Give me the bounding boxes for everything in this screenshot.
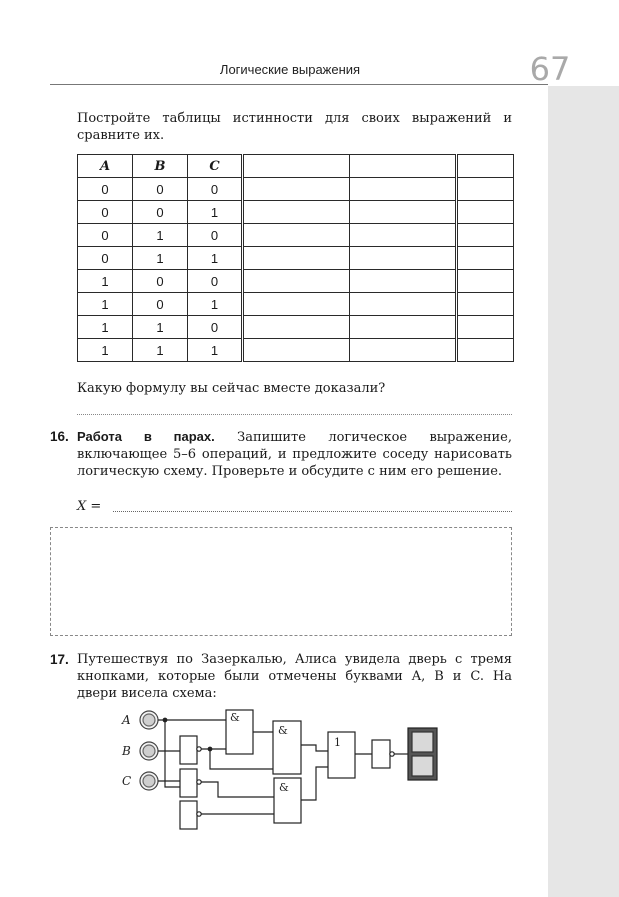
header-rule bbox=[50, 84, 548, 85]
blank-answer-cell[interactable] bbox=[350, 224, 457, 247]
value-cell: 0 bbox=[133, 293, 188, 316]
value-cell: 0 bbox=[133, 201, 188, 224]
button-a[interactable] bbox=[140, 711, 158, 729]
header-cell: A bbox=[78, 155, 133, 178]
blank-answer-cell[interactable] bbox=[350, 201, 457, 224]
blank-answer-cell[interactable] bbox=[457, 339, 514, 362]
blank-answer-cell[interactable] bbox=[350, 270, 457, 293]
logic-circuit-diagram bbox=[118, 705, 448, 833]
button-c[interactable] bbox=[140, 772, 158, 790]
task-16-text bbox=[77, 428, 512, 480]
value-cell: 0 bbox=[188, 270, 243, 293]
value-cell: 1 bbox=[78, 270, 133, 293]
task-16-number: 16. bbox=[50, 429, 69, 444]
blank-answer-cell[interactable] bbox=[350, 178, 457, 201]
blank-answer-cell[interactable] bbox=[243, 201, 350, 224]
input-label-c: C bbox=[122, 774, 132, 788]
and-gate-1-label: & bbox=[230, 711, 240, 724]
blank-answer-cell[interactable] bbox=[350, 316, 457, 339]
and-gate-2-label: & bbox=[278, 724, 288, 737]
header-cell: C bbox=[188, 155, 243, 178]
truth-table-body bbox=[78, 178, 514, 362]
value-cell: 1 bbox=[188, 293, 243, 316]
blank-header-cell[interactable] bbox=[350, 155, 457, 178]
value-cell: 1 bbox=[78, 293, 133, 316]
value-cell: 0 bbox=[78, 201, 133, 224]
truth-table bbox=[77, 154, 514, 362]
or-gate-label: 1 bbox=[334, 736, 341, 749]
value-cell: 0 bbox=[78, 178, 133, 201]
truth-table-row bbox=[78, 339, 514, 362]
blank-answer-cell[interactable] bbox=[350, 339, 457, 362]
task-17-number: 17. bbox=[50, 652, 69, 667]
blank-answer-cell[interactable] bbox=[457, 224, 514, 247]
intro-text: Постройте таблицы истинности для своих выражений и сравните их. bbox=[77, 111, 512, 143]
value-cell: 1 bbox=[78, 316, 133, 339]
truth-table-header-row bbox=[78, 155, 514, 178]
answer-drawing-box[interactable] bbox=[50, 527, 512, 636]
task-17-text: Путешествуя по Зазеркалью, Алиса увидела дверь с тремя кнопками, которые были отмечены буквами A, B и C. На двери висела схема: bbox=[77, 652, 512, 701]
blank-answer-cell[interactable] bbox=[457, 201, 514, 224]
blank-answer-cell[interactable] bbox=[243, 293, 350, 316]
blank-answer-cell[interactable] bbox=[457, 178, 514, 201]
truth-table-row bbox=[78, 201, 514, 224]
input-label-b: B bbox=[122, 744, 131, 758]
blank-answer-cell[interactable] bbox=[457, 247, 514, 270]
blank-answer-cell[interactable] bbox=[243, 270, 350, 293]
page-number: 67 bbox=[529, 50, 571, 88]
task-16-body: Запишите логическое выражение, включающее 5–6 операций, и предложите соседу нарисовать логическую схему. Проверьте и обсудите с ним его решение. bbox=[77, 430, 512, 479]
output-not-gate bbox=[372, 740, 390, 768]
blank-answer-cell[interactable] bbox=[350, 247, 457, 270]
value-cell: 1 bbox=[133, 247, 188, 270]
value-cell: 0 bbox=[188, 316, 243, 339]
header-cell: B bbox=[133, 155, 188, 178]
x-answer-line[interactable] bbox=[113, 511, 512, 512]
value-cell: 0 bbox=[188, 178, 243, 201]
blank-answer-cell[interactable] bbox=[350, 293, 457, 316]
value-cell: 0 bbox=[78, 224, 133, 247]
blank-header-cell[interactable] bbox=[243, 155, 350, 178]
x-answer-label: X = bbox=[77, 499, 102, 514]
truth-table-row bbox=[78, 316, 514, 339]
and-gate-3-label: & bbox=[279, 781, 289, 794]
blank-answer-cell[interactable] bbox=[243, 178, 350, 201]
blank-header-cell[interactable] bbox=[457, 155, 514, 178]
blank-answer-cell[interactable] bbox=[457, 293, 514, 316]
truth-table-row bbox=[78, 293, 514, 316]
page-margin-band bbox=[548, 86, 619, 897]
value-cell: 1 bbox=[133, 224, 188, 247]
value-cell: 1 bbox=[78, 339, 133, 362]
not-gate-extra bbox=[180, 801, 197, 829]
running-head: Логические выражения bbox=[219, 62, 361, 77]
blank-answer-cell[interactable] bbox=[243, 316, 350, 339]
truth-table-row bbox=[78, 224, 514, 247]
blank-answer-cell[interactable] bbox=[243, 339, 350, 362]
value-cell: 1 bbox=[188, 247, 243, 270]
task-16-title: Работа в парах. bbox=[77, 429, 215, 444]
value-cell: 1 bbox=[133, 316, 188, 339]
truth-table-row bbox=[78, 247, 514, 270]
value-cell: 0 bbox=[78, 247, 133, 270]
value-cell: 1 bbox=[133, 339, 188, 362]
input-label-a: A bbox=[122, 713, 131, 727]
blank-answer-cell[interactable] bbox=[457, 316, 514, 339]
value-cell: 0 bbox=[133, 178, 188, 201]
blank-answer-cell[interactable] bbox=[243, 224, 350, 247]
door-icon[interactable] bbox=[408, 728, 437, 780]
value-cell: 0 bbox=[133, 270, 188, 293]
not-gate-c bbox=[180, 769, 197, 797]
question-text: Какую формулу вы сейчас вместе доказали? bbox=[77, 381, 386, 396]
truth-table-row bbox=[78, 270, 514, 293]
blank-answer-cell[interactable] bbox=[243, 247, 350, 270]
dotted-answer-line[interactable] bbox=[77, 414, 512, 415]
button-b[interactable] bbox=[140, 742, 158, 760]
truth-table-row bbox=[78, 178, 514, 201]
value-cell: 0 bbox=[188, 224, 243, 247]
value-cell: 1 bbox=[188, 339, 243, 362]
or-gate bbox=[328, 732, 355, 778]
not-gate-b bbox=[180, 736, 197, 764]
blank-answer-cell[interactable] bbox=[457, 270, 514, 293]
value-cell: 1 bbox=[188, 201, 243, 224]
